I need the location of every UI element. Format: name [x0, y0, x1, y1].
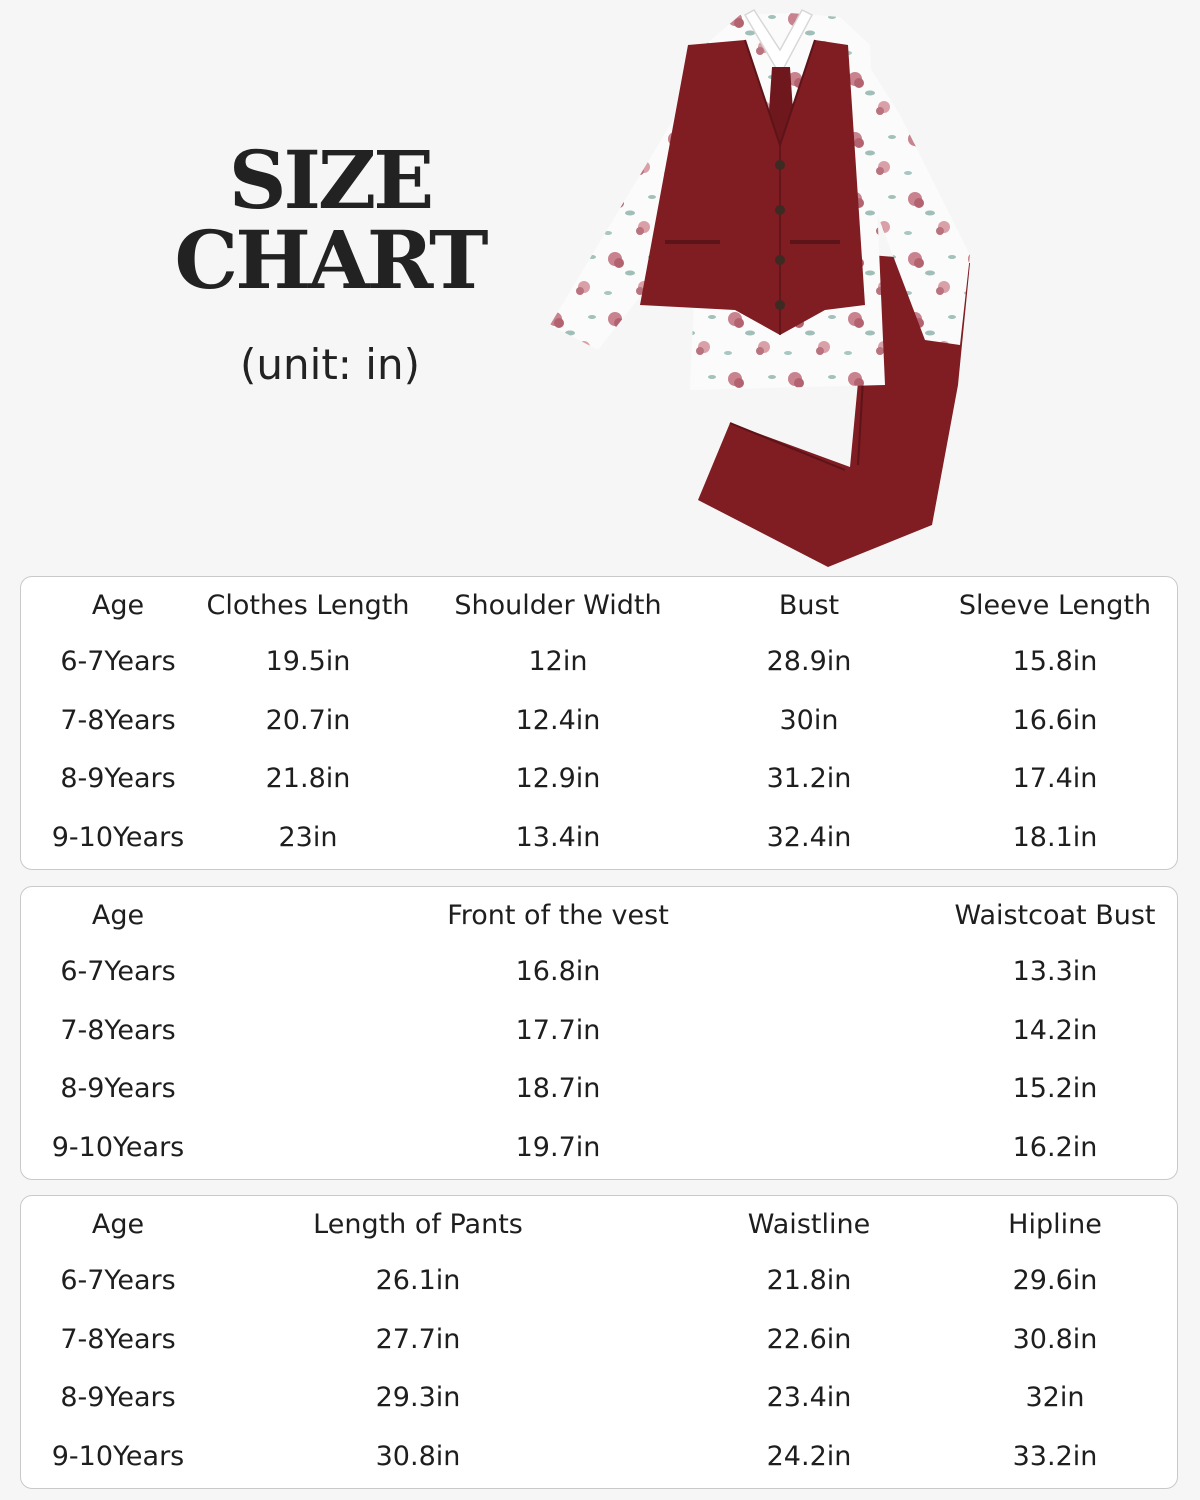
table-cell: 6-7Years — [60, 956, 176, 987]
table-cell: 12.9in — [515, 763, 601, 795]
table-cell: 7-8Years — [60, 1323, 176, 1355]
table-cell: 29.6in — [1012, 1265, 1098, 1296]
table-cell: 8-9Years — [60, 1382, 176, 1414]
table-cell: 17.4in — [1012, 763, 1098, 795]
table-cell: 27.7in — [375, 1323, 461, 1355]
table-cell: 7-8Years — [60, 704, 176, 736]
table-cell: 29.3in — [375, 1382, 461, 1414]
table-cell: 19.5in — [265, 646, 351, 677]
table-cell: 23in — [278, 822, 338, 854]
table-cell: 14.2in — [1012, 1014, 1098, 1046]
table-cell: 24.2in — [766, 1441, 852, 1473]
table-header-cell: Length of Pants — [313, 1209, 523, 1240]
table-cell: 6-7Years — [60, 646, 176, 677]
table-cell: 9-10Years — [51, 1132, 185, 1164]
table-cell: 30.8in — [375, 1441, 461, 1473]
table-cell: 18.7in — [515, 1073, 601, 1105]
unit-label: (unit: in) — [240, 340, 420, 389]
pants-size-table — [20, 1195, 1178, 1489]
table-cell: 23.4in — [766, 1382, 852, 1414]
table-cell: 16.6in — [1012, 704, 1098, 736]
table-header-cell: Bust — [778, 590, 840, 621]
table-cell: 33.2in — [1012, 1441, 1098, 1473]
table-cell: 15.2in — [1012, 1073, 1098, 1105]
title-line-1: SIZE — [228, 133, 432, 227]
table-header-cell: Sleeve Length — [958, 590, 1152, 621]
table-header-cell: Age — [91, 590, 145, 621]
table-cell: 8-9Years — [60, 763, 176, 795]
size-chart-title — [150, 133, 510, 307]
table-cell: 30.8in — [1012, 1323, 1098, 1355]
table-cell: 31.2in — [766, 763, 852, 795]
table-cell: 28.9in — [766, 646, 852, 677]
product-image — [540, 5, 990, 570]
table-header-cell: Shoulder Width — [454, 590, 662, 621]
table-header-cell: Hipline — [1008, 1209, 1102, 1240]
table-cell: 30in — [779, 704, 839, 736]
table-header-cell: Age — [91, 1209, 145, 1240]
table-cell: 16.2in — [1012, 1132, 1098, 1164]
table-cell: 16.8in — [515, 956, 601, 987]
table-cell: 9-10Years — [51, 822, 185, 854]
table-header-cell: Clothes Length — [206, 590, 410, 621]
table-cell: 21.8in — [766, 1265, 852, 1296]
table-header-cell: Front of the vest — [447, 900, 669, 931]
table-cell: 12.4in — [515, 704, 601, 736]
table-cell: 19.7in — [515, 1132, 601, 1164]
table-header-cell: Waistcoat Bust — [954, 900, 1156, 931]
table-cell: 7-8Years — [60, 1014, 176, 1046]
title-line-2: CHART — [174, 213, 486, 307]
table-cell: 8-9Years — [60, 1073, 176, 1105]
table-cell: 32in — [1025, 1382, 1085, 1414]
table-cell: 9-10Years — [51, 1441, 185, 1473]
table-cell: 22.6in — [766, 1323, 852, 1355]
table-cell: 6-7Years — [60, 1265, 176, 1296]
table-cell: 20.7in — [265, 704, 351, 736]
table-cell: 32.4in — [766, 822, 852, 854]
table-cell: 15.8in — [1012, 646, 1098, 677]
table-cell: 18.1in — [1012, 822, 1098, 854]
table-header-cell: Waistline — [747, 1209, 871, 1240]
table-cell: 26.1in — [375, 1265, 461, 1296]
table-cell: 17.7in — [515, 1014, 601, 1046]
table-cell: 21.8in — [265, 763, 351, 795]
table-cell: 13.3in — [1012, 956, 1098, 987]
table-header-cell: Age — [91, 900, 145, 931]
table-cell: 13.4in — [515, 822, 601, 854]
table-cell: 12in — [528, 646, 588, 677]
